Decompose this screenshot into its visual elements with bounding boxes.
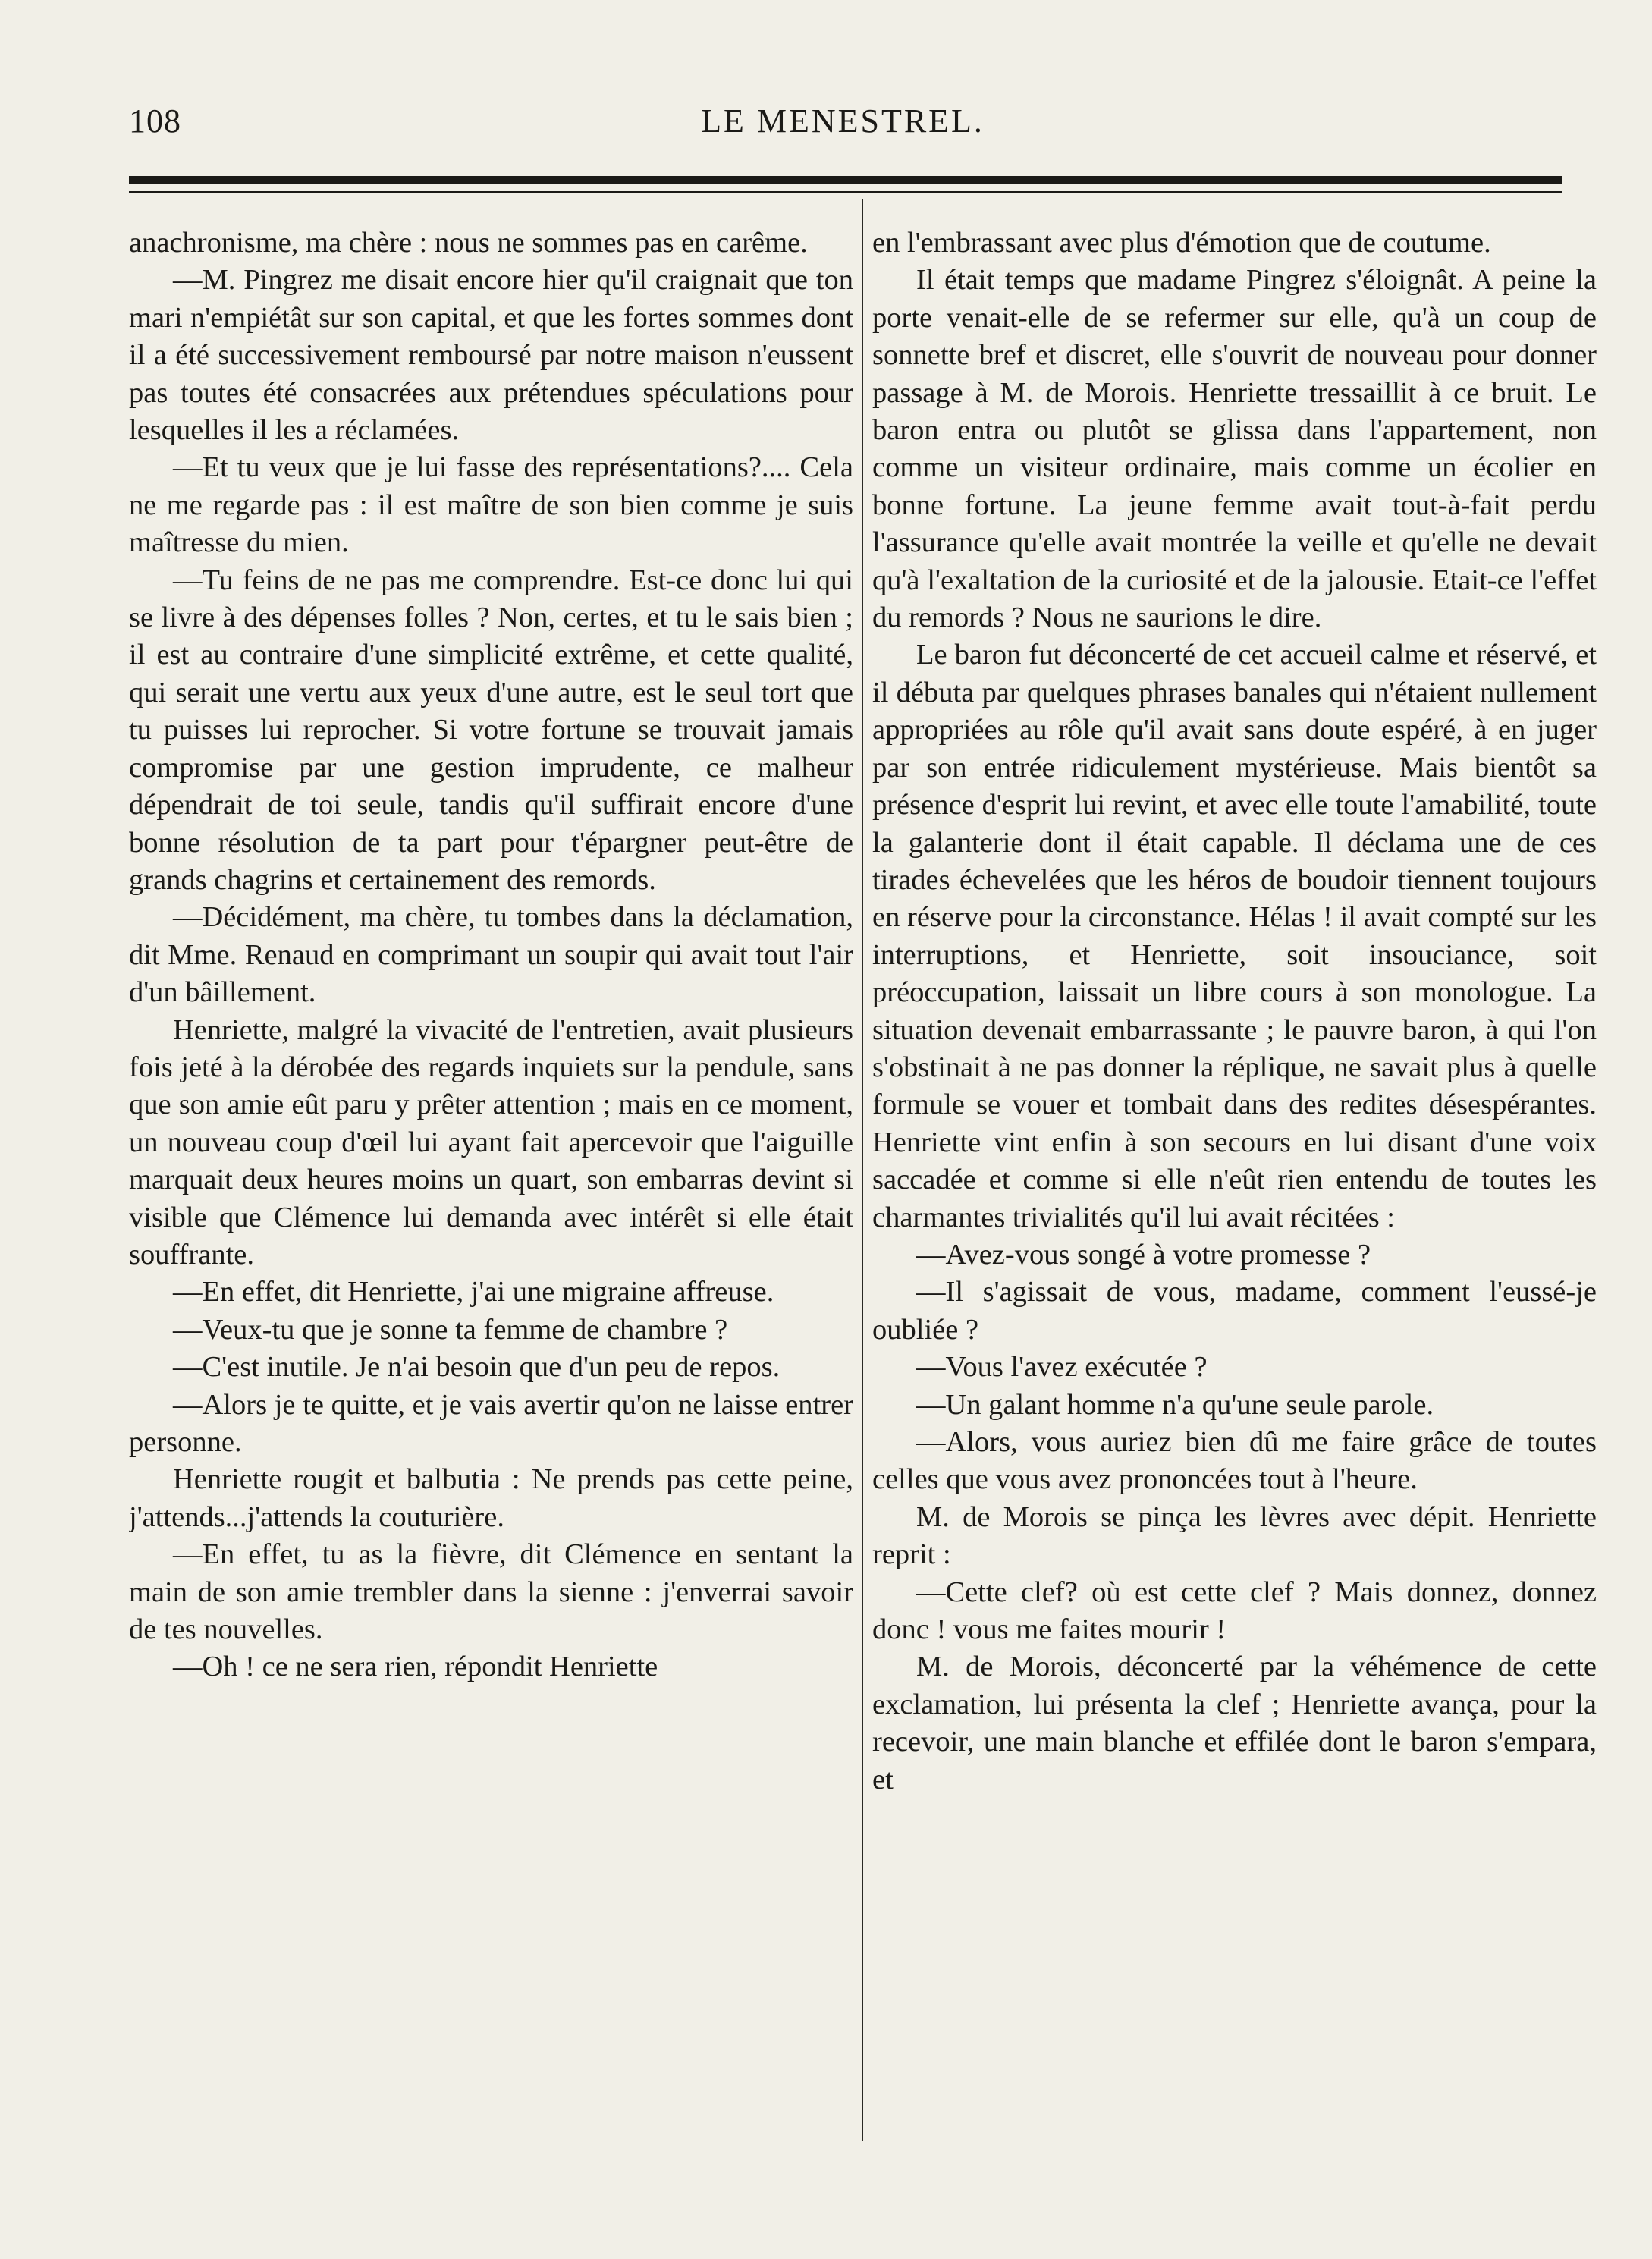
- paragraph: —Alors, vous auriez bien dû me faire grâce de toutes celles que vous avez prononcées tout à l'heure.: [872, 1426, 1597, 1496]
- paragraph: —Veux-tu que je sonne ta femme de chambre ?: [173, 1313, 728, 1346]
- paragraph: —Il s'agissait de vous, madame, comment l'eussé-je oubliée ?: [872, 1276, 1597, 1346]
- column-divider: [862, 199, 863, 2141]
- paragraph: —Cette clef? où est cette clef ? Mais donnez, donnez donc ! vous me faites mourir !: [872, 1576, 1597, 1646]
- paragraph: —Tu feins de ne pas me comprendre. Est-ce donc lui qui se livre à des dépenses folles ? Non, certes, et tu le sais bien ; il est au contraire d'une simplicité extrême, et cette qualité, qui serait une vertu aux yeux d'une autre, est le seul tort que tu puisses lui reprocher. Si votre fortune se trouvait jamais compromise par une gestion imprudente, ce malheur dépendrait de toi seule, tandis qu'il suffirait encore d'une bonne résolution de ta part pour t'épargner peut-être de grands chagrins et certainement des remords.: [129, 564, 853, 896]
- paragraph: M. de Morois, déconcerté par la véhémence de cette exclamation, lui présenta la clef ; Henriette avança, pour la recevoir, une main blanche et effilée dont le baron s'empara, et: [872, 1651, 1597, 1796]
- paragraph: Le baron fut déconcerté de cet accueil calme et réservé, et il débuta par quelques phrases banales qui n'étaient nullement appropriées au rôle qu'il avait sans doute espéré, à en juger par son entrée ridiculement mystérieuse. Mais bientôt sa présence d'esprit lui revint, et avec elle toute l'amabilité, toute la galanterie dont il était capable. Il déclama une de ces tirades échevelées que les héros de boudoir tiennent toujours en réserve pour la circonstance. Hélas ! il avait compté sur les interruptions, et Henriette, soit insouciance, soit préoccupation, laissait un libre cours à son monologue. La situation devenait embarrassante ; le pauvre baron, à qui l'on s'obstinait à ne pas donner la réplique, ne savait plus à quelle formule se vouer et tombait dans des redites désespérantes. Henriette vint enfin à son secours en lui disant d'une voix saccadée et comme si elle n'eût rien entendu de toutes les charmantes trivialités qu'il lui avait récitées :: [872, 639, 1597, 1233]
- paragraph: —Un galant homme n'a qu'une seule parole.: [916, 1388, 1434, 1421]
- page-header: [129, 100, 1556, 146]
- paragraph: —En effet, tu as la fièvre, dit Clémence en sentant la main de son amie trembler dans la sienne : j'enverrai savoir de tes nouvelles.: [129, 1538, 853, 1646]
- paragraph: anachronisme, ma chère : nous ne sommes pas en carême.: [129, 227, 808, 259]
- page-number: 108: [129, 102, 181, 140]
- paragraph: Il était temps que madame Pingrez s'éloignât. A peine la porte venait-elle de se refermer sur elle, qu'à un coup de sonnette bref et discret, elle s'ouvrit de nouveau pour donner passage à M. de Morois. Henriette tressaillit à ce bruit. Le baron entra ou plutôt se glissa dans l'appartement, non comme un visiteur ordinaire, mais comme un écolier en bonne fortune. La jeune femme avait tout-à-fait perdu l'assurance qu'elle avait montrée la veille et qu'elle ne devait qu'à l'exaltation de la curiosité et de la jalousie. Etait-ce l'effet du remords ? Nous ne saurions le dire.: [872, 264, 1597, 634]
- left-column: [129, 225, 853, 2166]
- paragraph: Henriette rougit et balbutia : Ne prends pas cette peine, j'attends...j'attends la couturière.: [129, 1463, 853, 1533]
- right-column: [872, 225, 1597, 2166]
- paragraph: —Et tu veux que je lui fasse des représentations?.... Cela ne me regarde pas : il est maître de son bien comme je suis maîtresse du mien.: [129, 451, 853, 559]
- journal-title: LE MENESTREL.: [701, 102, 985, 140]
- header-rule-thick: [129, 176, 1562, 184]
- paragraph: —Décidément, ma chère, tu tombes dans la déclamation, dit Mme. Renaud en comprimant un soupir qui avait tout l'air d'un bâillement.: [129, 901, 853, 1009]
- paragraph: —C'est inutile. Je n'ai besoin que d'un peu de repos.: [173, 1351, 780, 1384]
- paragraph: —Alors je te quitte, et je vais avertir qu'on ne laisse entrer personne.: [129, 1388, 853, 1458]
- header-rule-thin: [129, 191, 1562, 193]
- paragraph: —En effet, dit Henriette, j'ai une migraine affreuse.: [173, 1276, 774, 1309]
- paragraph: en l'embrassant avec plus d'émotion que de coutume.: [872, 227, 1491, 259]
- paragraph: —Oh ! ce ne sera rien, répondit Henriette: [173, 1651, 658, 1683]
- paragraph: —Avez-vous songé à votre promesse ?: [916, 1238, 1371, 1271]
- paragraph: —Vous l'avez exécutée ?: [916, 1351, 1208, 1384]
- paragraph: Henriette, malgré la vivacité de l'entretien, avait plusieurs fois jeté à la dérobée des regards inquiets sur la pendule, sans que son amie eût paru y prêter attention ; mais en ce moment, un nouveau coup d'œil lui ayant fait apercevoir que l'aiguille marquait deux heures moins un quart, son embarras devint si visible que Clémence lui demanda avec intérêt si elle était souffrante.: [129, 1013, 853, 1271]
- paragraph: M. de Morois se pinça les lèvres avec dépit. Henriette reprit :: [872, 1500, 1597, 1571]
- paragraph: —M. Pingrez me disait encore hier qu'il craignait que ton mari n'empiétât sur son capital, et que les fortes sommes dont il a été successivement remboursé par notre maison n'eussent pas toutes été consacrées aux prétendues spéculations pour lesquelles il les a réclamées.: [129, 264, 853, 447]
